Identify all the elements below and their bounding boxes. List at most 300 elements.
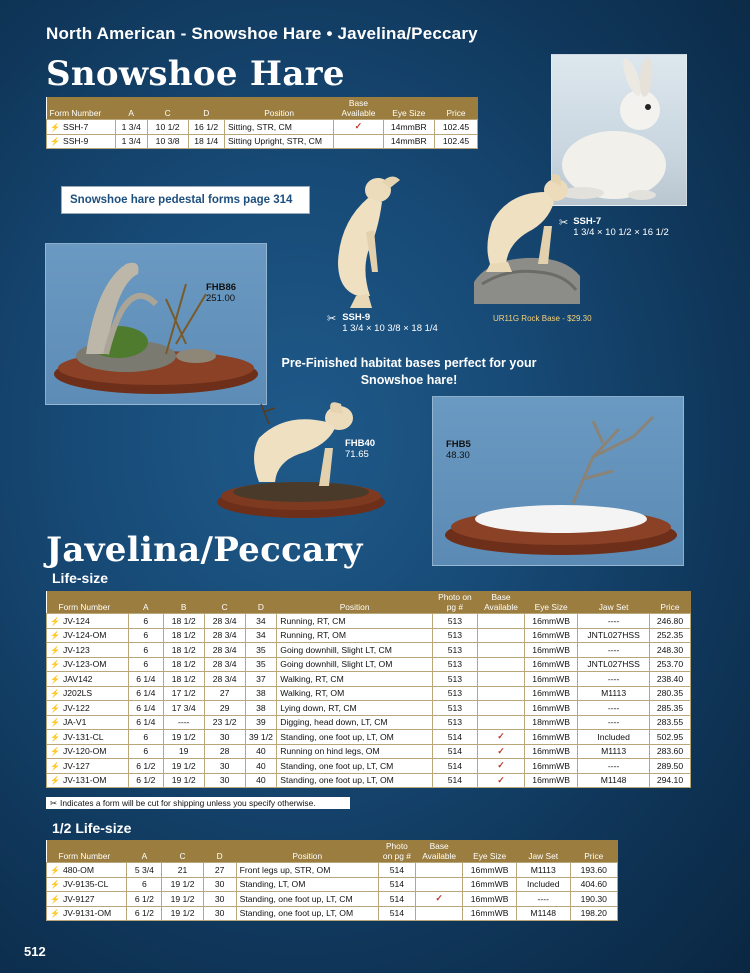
form-type-icon: ⚡ bbox=[50, 674, 60, 684]
javelina-spec-table bbox=[46, 591, 691, 788]
photo-page-cell: 513 bbox=[432, 643, 477, 658]
eye-size-cell: 16mmWB bbox=[525, 657, 578, 672]
photo-page-cell: 514 bbox=[432, 759, 477, 774]
c-cell: 28 3/4 bbox=[204, 628, 245, 643]
a-cell: 6 1/2 bbox=[128, 759, 163, 774]
hare-title: Snowshoe Hare bbox=[46, 54, 345, 94]
cut-shipping-icon: ✂ bbox=[50, 798, 58, 808]
col-form: Form Number bbox=[47, 97, 116, 120]
col-d: D bbox=[203, 840, 236, 863]
photo-page-cell: 513 bbox=[432, 715, 477, 730]
a-cell: 6 bbox=[128, 657, 163, 672]
col-photo: Photo on pg # bbox=[432, 591, 477, 614]
jaw-set-cell: JNTL027HSS bbox=[578, 628, 650, 643]
form-type-icon: ⚡ bbox=[50, 865, 60, 875]
c-cell: 10 3/8 bbox=[147, 134, 188, 149]
c-cell: 19 1/2 bbox=[162, 906, 203, 921]
ssh9-dims: 1 3/4 × 10 3/8 × 18 1/4 bbox=[342, 323, 438, 334]
b-cell: ---- bbox=[163, 715, 204, 730]
fhb5-photo bbox=[432, 396, 684, 566]
eye-size-cell: 16mmWB bbox=[525, 628, 578, 643]
photo-page-cell: 514 bbox=[378, 892, 415, 907]
d-cell: 39 1/2 bbox=[245, 730, 277, 745]
form-number-cell bbox=[47, 120, 116, 135]
price-cell: 283.55 bbox=[649, 715, 690, 730]
col-a: A bbox=[128, 591, 163, 614]
col-position: Position bbox=[224, 97, 333, 120]
a-cell: 6 bbox=[128, 730, 163, 745]
form-number: JAV142 bbox=[62, 673, 93, 684]
a-cell: 6 1/2 bbox=[128, 773, 163, 788]
col-c: C bbox=[162, 840, 203, 863]
form-type-icon: ⚡ bbox=[50, 137, 60, 147]
form-number-cell bbox=[47, 672, 129, 687]
form-number: JV-131-OM bbox=[62, 775, 107, 786]
eye-size-cell: 16mmWB bbox=[463, 892, 517, 907]
jaw-set-cell: ---- bbox=[516, 892, 570, 907]
eye-size-cell: 16mmWB bbox=[463, 906, 517, 921]
d-cell: 40 bbox=[245, 744, 277, 759]
col-base: Base Available bbox=[477, 591, 524, 614]
c-cell: 28 3/4 bbox=[204, 643, 245, 658]
base-available-cell bbox=[415, 877, 462, 892]
form-number-cell bbox=[47, 134, 116, 149]
b-cell: 19 1/2 bbox=[163, 759, 204, 774]
form-number: JV-122 bbox=[62, 702, 90, 713]
form-number: JV-120-OM bbox=[62, 746, 107, 757]
a-cell: 6 bbox=[128, 628, 163, 643]
ssh9-code: SSH-9 bbox=[342, 312, 371, 323]
base-available-cell bbox=[477, 759, 524, 774]
base-available-cell bbox=[415, 906, 462, 921]
javelina-subtitle: Life-size bbox=[52, 570, 109, 586]
b-cell: 18 1/2 bbox=[163, 614, 204, 629]
position-cell: Walking, RT, OM bbox=[277, 686, 433, 701]
cut-note bbox=[46, 797, 350, 809]
base-available-cell bbox=[477, 657, 524, 672]
base-available-cell bbox=[477, 730, 524, 745]
fhb86-image bbox=[46, 244, 267, 405]
c-cell: 30 bbox=[204, 773, 245, 788]
col-form: Form Number bbox=[47, 840, 127, 863]
cut-note-text: Indicates a form will be cut for shipping unless you specify otherwise. bbox=[60, 798, 316, 808]
col-eye: Eye Size bbox=[463, 840, 517, 863]
col-b: B bbox=[163, 591, 204, 614]
b-cell: 18 1/2 bbox=[163, 672, 204, 687]
table-row bbox=[47, 614, 691, 629]
photo-page-cell: 513 bbox=[432, 628, 477, 643]
col-c: C bbox=[204, 591, 245, 614]
jaw-set-cell: ---- bbox=[578, 701, 650, 716]
c-cell: 28 3/4 bbox=[204, 657, 245, 672]
d-cell: 37 bbox=[245, 672, 277, 687]
form-type-icon: ⚡ bbox=[50, 689, 60, 699]
base-check-icon: ✓ bbox=[354, 121, 363, 132]
form-number-cell bbox=[47, 686, 129, 701]
form-number-cell bbox=[47, 906, 127, 921]
table-row bbox=[47, 773, 691, 788]
table-row bbox=[47, 730, 691, 745]
jaw-set-cell: ---- bbox=[578, 643, 650, 658]
photo-page-cell: 514 bbox=[378, 906, 415, 921]
base-available-cell bbox=[477, 773, 524, 788]
table-row bbox=[47, 628, 691, 643]
photo-page-cell: 514 bbox=[378, 863, 415, 878]
d-cell: 34 bbox=[245, 614, 277, 629]
section-header: North American - Snowshoe Hare • Javelina/Peccary bbox=[46, 24, 478, 43]
jaw-set-cell: ---- bbox=[578, 759, 650, 774]
form-number-cell bbox=[47, 715, 129, 730]
col-price: Price bbox=[435, 97, 478, 120]
eye-size-cell: 16mmWB bbox=[525, 744, 578, 759]
position-cell: Standing, one foot up, LT, OM bbox=[277, 730, 433, 745]
price-cell: 238.40 bbox=[649, 672, 690, 687]
base-available-cell bbox=[477, 701, 524, 716]
c-cell: 21 bbox=[162, 863, 203, 878]
d-cell: 35 bbox=[245, 643, 277, 658]
ssh7-with-rock bbox=[468, 172, 584, 312]
table-row bbox=[47, 759, 691, 774]
eye-size-cell: 16mmWB bbox=[525, 730, 578, 745]
d-cell: 27 bbox=[203, 863, 236, 878]
cut-form-icon: ✂ bbox=[559, 217, 569, 229]
fhb5-code: FHB5 bbox=[446, 439, 471, 450]
c-cell: 28 3/4 bbox=[204, 614, 245, 629]
position-cell: Standing, one foot up, LT, CM bbox=[236, 892, 378, 907]
hare-table-header bbox=[47, 97, 478, 120]
form-number-cell bbox=[47, 773, 129, 788]
base-check-icon: ✓ bbox=[497, 745, 505, 756]
col-c: C bbox=[147, 97, 188, 120]
table-row bbox=[47, 643, 691, 658]
fhb40-caption bbox=[345, 438, 375, 460]
base-available-cell bbox=[477, 686, 524, 701]
form-type-icon: ⚡ bbox=[50, 718, 60, 728]
form-type-icon: ⚡ bbox=[50, 660, 60, 670]
position-cell: Standing, LT, OM bbox=[236, 877, 378, 892]
eye-size-cell: 16mmWB bbox=[463, 877, 517, 892]
b-cell: 17 3/4 bbox=[163, 701, 204, 716]
d-cell: 40 bbox=[245, 773, 277, 788]
form-number: JV-124 bbox=[62, 615, 90, 626]
form-number-cell bbox=[47, 744, 129, 759]
d-cell: 40 bbox=[245, 759, 277, 774]
form-number: JV-131-CL bbox=[62, 731, 104, 742]
photo-page-cell: 513 bbox=[432, 701, 477, 716]
form-number: JV-124-OM bbox=[62, 630, 107, 641]
form-type-icon: ⚡ bbox=[50, 732, 60, 742]
price-cell: 190.30 bbox=[570, 892, 617, 907]
form-type-icon: ⚡ bbox=[50, 894, 60, 904]
form-type-icon: ⚡ bbox=[50, 909, 60, 919]
form-number: JA-V1 bbox=[62, 717, 87, 728]
base-check-icon: ✓ bbox=[497, 760, 505, 771]
c-cell: 10 1/2 bbox=[147, 120, 188, 135]
position-cell: Going downhill, Slight LT, CM bbox=[277, 643, 433, 658]
table-row bbox=[47, 672, 691, 687]
form-number-cell bbox=[47, 877, 127, 892]
form-number: SSH-7 bbox=[62, 121, 89, 132]
base-available-cell bbox=[334, 134, 383, 149]
col-jaw: Jaw Set bbox=[516, 840, 570, 863]
a-cell: 6 bbox=[127, 877, 162, 892]
form-type-icon: ⚡ bbox=[50, 645, 60, 655]
b-cell: 18 1/2 bbox=[163, 657, 204, 672]
eye-size-cell: 16mmWB bbox=[525, 759, 578, 774]
base-available-cell bbox=[334, 120, 383, 135]
eye-size-cell: 16mmWB bbox=[525, 643, 578, 658]
position-cell: Standing, one foot up, LT, CM bbox=[277, 759, 433, 774]
form-type-icon: ⚡ bbox=[50, 747, 60, 757]
form-number: J202LS bbox=[62, 688, 93, 699]
position-cell: Running, RT, OM bbox=[277, 628, 433, 643]
half-life-spec-table bbox=[46, 840, 618, 921]
pedestal-link[interactable] bbox=[61, 186, 310, 214]
jaw-set-cell: M1113 bbox=[578, 744, 650, 759]
a-cell: 6 1/4 bbox=[128, 686, 163, 701]
base-available-cell bbox=[477, 744, 524, 759]
position-cell: Digging, head down, LT, CM bbox=[277, 715, 433, 730]
form-type-icon: ⚡ bbox=[50, 880, 60, 890]
col-d: D bbox=[245, 591, 277, 614]
a-cell: 1 3/4 bbox=[115, 134, 147, 149]
col-form: Form Number bbox=[47, 591, 129, 614]
photo-page-cell: 514 bbox=[432, 730, 477, 745]
eye-size-cell: 14mmBR bbox=[383, 120, 434, 135]
photo-page-cell: 513 bbox=[432, 672, 477, 687]
table-row bbox=[47, 120, 478, 135]
fhb86-photo bbox=[45, 243, 267, 405]
base-available-cell bbox=[415, 892, 462, 907]
fhb40-code: FHB40 bbox=[345, 438, 376, 449]
col-d: D bbox=[188, 97, 224, 120]
form-number: SSH-9 bbox=[62, 136, 89, 147]
form-type-icon: ⚡ bbox=[50, 761, 60, 771]
c-cell: 28 3/4 bbox=[204, 672, 245, 687]
base-available-cell bbox=[477, 715, 524, 730]
col-base: Base Available bbox=[415, 840, 462, 863]
fhb40-price: 71.65 bbox=[345, 449, 369, 460]
d-cell: 38 bbox=[245, 686, 277, 701]
c-cell: 27 bbox=[204, 686, 245, 701]
fhb5-image bbox=[433, 397, 684, 566]
ssh9-caption bbox=[327, 312, 438, 334]
price-cell: 252.35 bbox=[649, 628, 690, 643]
eye-size-cell: 16mmWB bbox=[463, 863, 517, 878]
table-row bbox=[47, 877, 618, 892]
rock-base-label: UR11G Rock Base - $29.30 bbox=[493, 314, 592, 323]
d-cell: 35 bbox=[245, 657, 277, 672]
jaw-set-cell: M1113 bbox=[578, 686, 650, 701]
form-type-icon: ⚡ bbox=[50, 776, 60, 786]
col-eye: Eye Size bbox=[525, 591, 578, 614]
form-number-cell bbox=[47, 730, 129, 745]
eye-size-cell: 18mmWB bbox=[525, 715, 578, 730]
javelina-title: Javelina/Peccary bbox=[46, 530, 363, 570]
eye-size-cell: 16mmWB bbox=[525, 686, 578, 701]
ssh7-code: SSH-7 bbox=[573, 216, 602, 227]
base-available-cell bbox=[415, 863, 462, 878]
b-cell: 17 1/2 bbox=[163, 686, 204, 701]
eye-size-cell: 16mmWB bbox=[525, 773, 578, 788]
b-cell: 19 bbox=[163, 744, 204, 759]
c-cell: 23 1/2 bbox=[204, 715, 245, 730]
form-number-cell bbox=[47, 701, 129, 716]
a-cell: 6 1/4 bbox=[128, 701, 163, 716]
b-cell: 18 1/2 bbox=[163, 628, 204, 643]
jaw-set-cell: ---- bbox=[578, 715, 650, 730]
jaw-set-cell: ---- bbox=[578, 614, 650, 629]
d-cell: 38 bbox=[245, 701, 277, 716]
form-number: JV-9127 bbox=[62, 893, 95, 904]
ssh9-form-image bbox=[320, 172, 410, 312]
form-number: JV-9131-OM bbox=[62, 908, 112, 919]
ssh7-form-image bbox=[468, 172, 584, 312]
a-cell: 5 3/4 bbox=[127, 863, 162, 878]
price-cell: 102.45 bbox=[435, 120, 478, 135]
col-price: Price bbox=[649, 591, 690, 614]
position-cell: Running on hind legs, OM bbox=[277, 744, 433, 759]
c-cell: 30 bbox=[204, 730, 245, 745]
b-cell: 19 1/2 bbox=[163, 773, 204, 788]
price-cell: 198.20 bbox=[570, 906, 617, 921]
b-cell: 19 1/2 bbox=[163, 730, 204, 745]
d-cell: 18 1/4 bbox=[188, 134, 224, 149]
pedestal-link-label: Snowshoe hare pedestal forms page 314 bbox=[70, 194, 293, 206]
a-cell: 1 3/4 bbox=[115, 120, 147, 135]
position-cell: Standing, one foot up, LT, OM bbox=[277, 773, 433, 788]
position-cell: Standing, one foot up, LT, OM bbox=[236, 906, 378, 921]
jaw-set-cell: Included bbox=[578, 730, 650, 745]
c-cell: 19 1/2 bbox=[162, 877, 203, 892]
ssh7-caption bbox=[559, 216, 669, 238]
photo-page-cell: 513 bbox=[432, 614, 477, 629]
d-cell: 34 bbox=[245, 628, 277, 643]
table-row bbox=[47, 744, 691, 759]
form-number-cell bbox=[47, 628, 129, 643]
form-number-cell bbox=[47, 614, 129, 629]
col-price: Price bbox=[570, 840, 617, 863]
price-cell: 294.10 bbox=[649, 773, 690, 788]
base-check-icon: ✓ bbox=[497, 774, 505, 785]
table-row bbox=[47, 134, 478, 149]
col-a: A bbox=[115, 97, 147, 120]
c-cell: 29 bbox=[204, 701, 245, 716]
photo-page-cell: 514 bbox=[432, 744, 477, 759]
table-row bbox=[47, 715, 691, 730]
table-row bbox=[47, 892, 618, 907]
form-number: 480-OM bbox=[62, 864, 95, 875]
form-number-cell bbox=[47, 643, 129, 658]
col-position: Position bbox=[236, 840, 378, 863]
form-type-icon: ⚡ bbox=[50, 122, 60, 132]
jaw-set-cell: M1148 bbox=[578, 773, 650, 788]
half-life-title: 1/2 Life-size bbox=[52, 820, 132, 836]
a-cell: 6 bbox=[128, 614, 163, 629]
position-cell: Lying down, RT, CM bbox=[277, 701, 433, 716]
javelina-table-body bbox=[47, 614, 691, 788]
base-available-cell bbox=[477, 672, 524, 687]
table-row bbox=[47, 657, 691, 672]
price-cell: 193.60 bbox=[570, 863, 617, 878]
page-number: 512 bbox=[24, 944, 46, 959]
a-cell: 6 1/4 bbox=[128, 715, 163, 730]
eye-size-cell: 16mmWB bbox=[525, 614, 578, 629]
form-number-cell bbox=[47, 863, 127, 878]
form-number: JV-123-OM bbox=[62, 659, 107, 670]
a-cell: 6 1/2 bbox=[127, 892, 162, 907]
a-cell: 6 bbox=[128, 643, 163, 658]
position-cell: Walking, RT, CM bbox=[277, 672, 433, 687]
col-jaw: Jaw Set bbox=[578, 591, 650, 614]
habitat-text: Pre-Finished habitat bases perfect for your Snowshoe hare! bbox=[281, 356, 537, 387]
base-check-icon: ✓ bbox=[435, 893, 443, 904]
ssh7-dims: 1 3/4 × 10 1/2 × 16 1/2 bbox=[573, 227, 669, 238]
base-available-cell bbox=[477, 643, 524, 658]
price-cell: 253.70 bbox=[649, 657, 690, 672]
fhb86-caption bbox=[206, 282, 236, 304]
col-photo: Photo on pg # bbox=[378, 840, 415, 863]
jaw-set-cell: JNTL027HSS bbox=[578, 657, 650, 672]
form-number: JV-123 bbox=[62, 644, 90, 655]
form-type-icon: ⚡ bbox=[50, 631, 60, 641]
col-eye: Eye Size bbox=[383, 97, 434, 120]
price-cell: 246.80 bbox=[649, 614, 690, 629]
cut-form-icon: ✂ bbox=[327, 313, 337, 325]
c-cell: 30 bbox=[204, 759, 245, 774]
eye-size-cell: 16mmWB bbox=[525, 701, 578, 716]
base-check-icon: ✓ bbox=[497, 731, 505, 742]
price-cell: 248.30 bbox=[649, 643, 690, 658]
position-cell: Going downhill, Slight LT, OM bbox=[277, 657, 433, 672]
photo-page-cell: 513 bbox=[432, 686, 477, 701]
table-row bbox=[47, 863, 618, 878]
photo-page-cell: 513 bbox=[432, 657, 477, 672]
a-cell: 6 bbox=[128, 744, 163, 759]
hare-spec-table bbox=[46, 97, 478, 149]
col-a: A bbox=[127, 840, 162, 863]
d-cell: 39 bbox=[245, 715, 277, 730]
hare-table-body bbox=[47, 120, 478, 149]
jaw-set-cell: Included bbox=[516, 877, 570, 892]
c-cell: 28 bbox=[204, 744, 245, 759]
b-cell: 18 1/2 bbox=[163, 643, 204, 658]
javelina-table-header bbox=[47, 591, 691, 614]
a-cell: 6 1/2 bbox=[127, 906, 162, 921]
jaw-set-cell: M1113 bbox=[516, 863, 570, 878]
price-cell: 289.50 bbox=[649, 759, 690, 774]
d-cell: 30 bbox=[203, 906, 236, 921]
base-available-cell bbox=[477, 614, 524, 629]
eye-size-cell: 16mmWB bbox=[525, 672, 578, 687]
c-cell: 19 1/2 bbox=[162, 892, 203, 907]
d-cell: 16 1/2 bbox=[188, 120, 224, 135]
table-row bbox=[47, 686, 691, 701]
col-base: Base Available bbox=[334, 97, 383, 120]
form-number: JV-9135-CL bbox=[62, 879, 109, 890]
a-cell: 6 1/4 bbox=[128, 672, 163, 687]
position-cell: Sitting, STR, CM bbox=[224, 120, 333, 135]
base-available-cell bbox=[477, 628, 524, 643]
col-position: Position bbox=[277, 591, 433, 614]
position-cell: Front legs up, STR, OM bbox=[236, 863, 378, 878]
eye-size-cell: 14mmBR bbox=[383, 134, 434, 149]
form-type-icon: ⚡ bbox=[50, 616, 60, 626]
price-cell: 102.45 bbox=[435, 134, 478, 149]
photo-page-cell: 514 bbox=[378, 877, 415, 892]
price-cell: 283.60 bbox=[649, 744, 690, 759]
d-cell: 30 bbox=[203, 877, 236, 892]
